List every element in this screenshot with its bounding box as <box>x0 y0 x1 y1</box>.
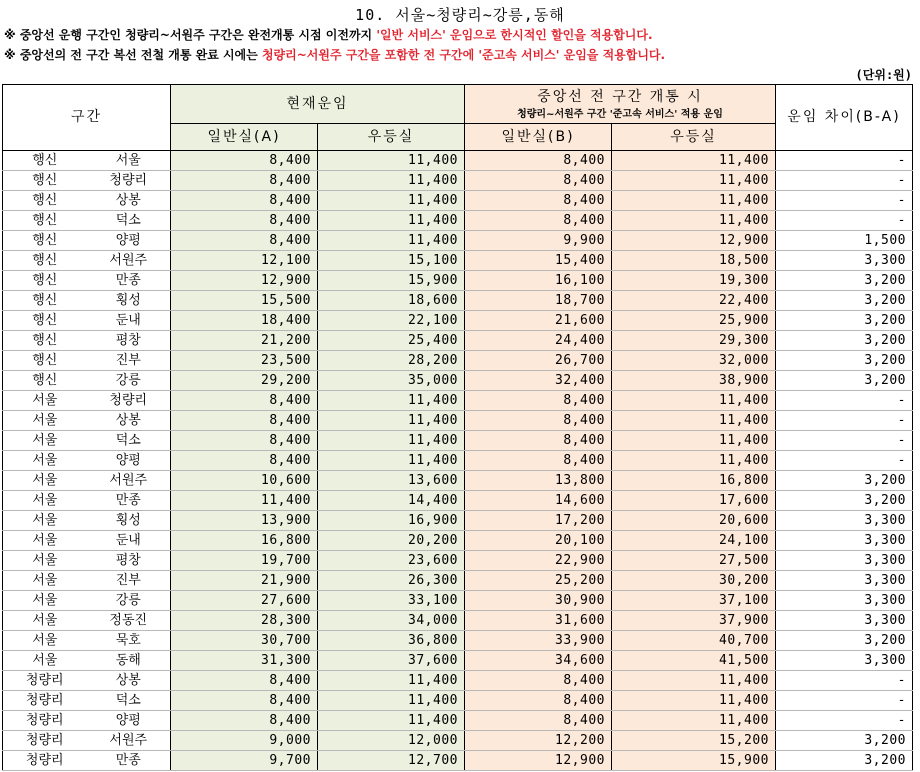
row-to-station: 횡성 <box>87 291 171 311</box>
row-general-a: 8,400 <box>171 151 318 171</box>
table-row <box>3 451 913 471</box>
row-general-a: 21,200 <box>171 331 318 351</box>
row-first-a: 23,600 <box>318 551 465 571</box>
table-row <box>3 631 913 651</box>
row-from-station: 행신 <box>3 291 87 311</box>
header-first-a <box>318 124 465 151</box>
row-general-a: 15,500 <box>171 291 318 311</box>
row-general-a: 16,800 <box>171 531 318 551</box>
row-to-station: 강릉 <box>87 591 171 611</box>
table-row <box>3 711 913 731</box>
row-general-a: 8,400 <box>171 211 318 231</box>
header-general-b-label: 일반실(B) <box>501 128 575 145</box>
row-from-station: 서울 <box>3 431 87 451</box>
row-general-a: 28,300 <box>171 611 318 631</box>
table-row <box>3 411 913 431</box>
row-to-station: 진부 <box>87 351 171 371</box>
table-row <box>3 731 913 751</box>
row-first-a: 37,600 <box>318 651 465 671</box>
row-to-station: 서울 <box>87 151 171 171</box>
row-diff: - <box>776 191 913 211</box>
table-row <box>3 171 913 191</box>
table-row <box>3 491 913 511</box>
row-to-station: 청량리 <box>87 171 171 191</box>
header-general-a <box>171 124 318 151</box>
row-from-station: 행신 <box>3 251 87 271</box>
table-row <box>3 431 913 451</box>
table-row <box>3 651 913 671</box>
row-to-station: 강릉 <box>87 371 171 391</box>
row-to-station: 만종 <box>87 491 171 511</box>
table-row <box>3 751 913 771</box>
row-from-station: 서울 <box>3 571 87 591</box>
row-to-station: 덕소 <box>87 211 171 231</box>
row-general-a: 27,600 <box>171 591 318 611</box>
header-current <box>171 85 465 124</box>
row-general-a: 8,400 <box>171 431 318 451</box>
row-first-a: 11,400 <box>318 711 465 731</box>
table-row <box>3 371 913 391</box>
header-future <box>465 85 776 124</box>
row-diff: 3,300 <box>776 651 913 671</box>
row-general-b: 24,400 <box>465 331 612 351</box>
note-1-text: ※ 중앙선 운행 구간인 청량리~서원주 구간은 완전개통 시점 이전까지 <box>4 28 377 42</box>
row-from-station: 서울 <box>3 411 87 431</box>
row-general-b: 8,400 <box>465 151 612 171</box>
row-first-a: 26,300 <box>318 571 465 591</box>
table-row <box>3 311 913 331</box>
row-diff: - <box>776 451 913 471</box>
row-first-a: 13,600 <box>318 471 465 491</box>
row-first-b: 18,500 <box>612 251 776 271</box>
row-first-b: 19,300 <box>612 271 776 291</box>
row-first-b: 41,500 <box>612 651 776 671</box>
row-to-station: 둔내 <box>87 531 171 551</box>
row-first-b: 11,400 <box>612 711 776 731</box>
row-from-station: 서울 <box>3 551 87 571</box>
row-first-b: 16,800 <box>612 471 776 491</box>
header-diff <box>776 85 913 151</box>
row-to-station: 동해 <box>87 651 171 671</box>
row-from-station: 행신 <box>3 151 87 171</box>
row-from-station: 서울 <box>3 651 87 671</box>
row-to-station: 양평 <box>87 451 171 471</box>
table-row <box>3 231 913 251</box>
row-general-a: 11,400 <box>171 491 318 511</box>
row-to-station: 상봉 <box>87 671 171 691</box>
row-first-b: 29,300 <box>612 331 776 351</box>
row-first-b: 11,400 <box>612 451 776 471</box>
row-general-b: 21,600 <box>465 311 612 331</box>
table-row <box>3 271 913 291</box>
note-1-highlight: '일반 서비스' 운임으로 한시적인 할인을 적용합니다. <box>376 28 653 42</box>
row-diff: 3,200 <box>776 491 913 511</box>
row-diff: 3,200 <box>776 291 913 311</box>
table-row <box>3 531 913 551</box>
row-first-a: 12,000 <box>318 731 465 751</box>
row-to-station: 평창 <box>87 551 171 571</box>
row-to-station: 횡성 <box>87 511 171 531</box>
row-general-b: 33,900 <box>465 631 612 651</box>
header-first-b <box>612 124 776 151</box>
unit-label: (단위:원) <box>855 68 912 82</box>
row-general-a: 19,700 <box>171 551 318 571</box>
row-first-a: 36,800 <box>318 631 465 651</box>
row-diff: 3,200 <box>776 311 913 331</box>
row-from-station: 행신 <box>3 191 87 211</box>
row-general-a: 12,100 <box>171 251 318 271</box>
row-first-a: 11,400 <box>318 451 465 471</box>
table-row <box>3 251 913 271</box>
row-from-station: 서울 <box>3 391 87 411</box>
row-diff: - <box>776 151 913 171</box>
row-general-b: 16,100 <box>465 271 612 291</box>
row-from-station: 행신 <box>3 231 87 251</box>
row-general-a: 23,500 <box>171 351 318 371</box>
row-first-a: 33,100 <box>318 591 465 611</box>
row-diff: 3,200 <box>776 631 913 651</box>
row-general-a: 21,900 <box>171 571 318 591</box>
row-first-b: 11,400 <box>612 431 776 451</box>
row-general-a: 8,400 <box>171 671 318 691</box>
row-to-station: 서원주 <box>87 471 171 491</box>
row-to-station: 정동진 <box>87 611 171 631</box>
row-general-b: 31,600 <box>465 611 612 631</box>
row-first-a: 11,400 <box>318 191 465 211</box>
row-first-a: 11,400 <box>318 431 465 451</box>
row-general-b: 8,400 <box>465 191 612 211</box>
row-first-b: 11,400 <box>612 391 776 411</box>
row-first-b: 15,200 <box>612 731 776 751</box>
row-from-station: 행신 <box>3 331 87 351</box>
row-from-station: 청량리 <box>3 691 87 711</box>
header-diff-label: 운임 차이(B-A) <box>787 109 901 125</box>
row-general-b: 22,900 <box>465 551 612 571</box>
row-to-station: 상봉 <box>87 411 171 431</box>
row-to-station: 덕소 <box>87 691 171 711</box>
row-diff: - <box>776 391 913 411</box>
row-general-b: 8,400 <box>465 391 612 411</box>
row-general-b: 8,400 <box>465 431 612 451</box>
header-first-b-label: 우등실 <box>670 128 717 145</box>
row-from-station: 서울 <box>3 591 87 611</box>
row-general-a: 8,400 <box>171 691 318 711</box>
row-general-b: 30,900 <box>465 591 612 611</box>
row-from-station: 서울 <box>3 631 87 651</box>
row-first-a: 11,400 <box>318 411 465 431</box>
row-first-a: 11,400 <box>318 671 465 691</box>
row-general-b: 26,700 <box>465 351 612 371</box>
row-first-b: 25,900 <box>612 311 776 331</box>
row-diff: 3,300 <box>776 591 913 611</box>
table-row <box>3 391 913 411</box>
row-general-b: 13,800 <box>465 471 612 491</box>
table-row <box>3 611 913 631</box>
row-general-a: 12,900 <box>171 271 318 291</box>
row-to-station: 서원주 <box>87 251 171 271</box>
row-first-a: 11,400 <box>318 231 465 251</box>
row-first-a: 28,200 <box>318 351 465 371</box>
table-row <box>3 191 913 211</box>
row-first-b: 32,000 <box>612 351 776 371</box>
table-row <box>3 471 913 491</box>
row-first-a: 25,400 <box>318 331 465 351</box>
row-from-station: 행신 <box>3 371 87 391</box>
row-first-b: 17,600 <box>612 491 776 511</box>
row-from-station: 서울 <box>3 511 87 531</box>
row-diff: 3,200 <box>776 331 913 351</box>
table-row <box>3 571 913 591</box>
row-diff: 3,200 <box>776 351 913 371</box>
row-first-b: 15,900 <box>612 751 776 771</box>
row-from-station: 청량리 <box>3 731 87 751</box>
row-first-a: 18,600 <box>318 291 465 311</box>
row-diff: - <box>776 691 913 711</box>
row-first-b: 11,400 <box>612 691 776 711</box>
row-general-a: 10,600 <box>171 471 318 491</box>
row-general-b: 8,400 <box>465 211 612 231</box>
row-to-station: 양평 <box>87 711 171 731</box>
row-first-a: 20,200 <box>318 531 465 551</box>
row-first-a: 14,400 <box>318 491 465 511</box>
row-from-station: 청량리 <box>3 711 87 731</box>
row-first-a: 16,900 <box>318 511 465 531</box>
row-general-b: 9,900 <box>465 231 612 251</box>
row-first-b: 27,500 <box>612 551 776 571</box>
row-diff: 3,300 <box>776 511 913 531</box>
row-diff: 3,200 <box>776 271 913 291</box>
row-diff: - <box>776 671 913 691</box>
row-general-b: 12,200 <box>465 731 612 751</box>
row-first-b: 11,400 <box>612 171 776 191</box>
table-row <box>3 511 913 531</box>
row-from-station: 행신 <box>3 271 87 291</box>
row-to-station: 상봉 <box>87 191 171 211</box>
row-diff: - <box>776 411 913 431</box>
row-general-b: 8,400 <box>465 451 612 471</box>
row-to-station: 청량리 <box>87 391 171 411</box>
row-first-a: 11,400 <box>318 171 465 191</box>
row-from-station: 청량리 <box>3 671 87 691</box>
row-general-a: 8,400 <box>171 711 318 731</box>
header-general-b <box>465 124 612 151</box>
row-general-b: 32,400 <box>465 371 612 391</box>
row-diff: 3,200 <box>776 471 913 491</box>
row-from-station: 행신 <box>3 351 87 371</box>
row-to-station: 묵호 <box>87 631 171 651</box>
row-from-station: 서울 <box>3 531 87 551</box>
row-first-a: 12,700 <box>318 751 465 771</box>
fare-table <box>2 84 913 771</box>
row-general-a: 9,700 <box>171 751 318 771</box>
row-general-a: 13,900 <box>171 511 318 531</box>
row-from-station: 서울 <box>3 471 87 491</box>
row-diff: 3,200 <box>776 371 913 391</box>
row-first-b: 11,400 <box>612 211 776 231</box>
row-to-station: 둔내 <box>87 311 171 331</box>
row-general-b: 18,700 <box>465 291 612 311</box>
row-first-a: 15,100 <box>318 251 465 271</box>
row-to-station: 평창 <box>87 331 171 351</box>
row-diff: 1,500 <box>776 231 913 251</box>
row-general-b: 15,400 <box>465 251 612 271</box>
row-from-station: 청량리 <box>3 751 87 771</box>
fare-table-body <box>3 151 913 771</box>
table-row <box>3 291 913 311</box>
table-row <box>3 671 913 691</box>
row-general-a: 29,200 <box>171 371 318 391</box>
row-diff: 3,200 <box>776 731 913 751</box>
row-general-b: 8,400 <box>465 671 612 691</box>
row-first-b: 37,100 <box>612 591 776 611</box>
row-from-station: 서울 <box>3 611 87 631</box>
row-general-b: 8,400 <box>465 171 612 191</box>
table-row <box>3 691 913 711</box>
header-future-line2: 청량리~서원주 구간 '준고속 서비스' 적용 운임 <box>517 108 723 120</box>
row-general-a: 9,000 <box>171 731 318 751</box>
note-2 <box>4 46 665 64</box>
row-first-b: 30,200 <box>612 571 776 591</box>
row-general-a: 30,700 <box>171 631 318 651</box>
row-first-b: 38,900 <box>612 371 776 391</box>
row-general-a: 8,400 <box>171 411 318 431</box>
row-general-a: 8,400 <box>171 391 318 411</box>
note-2-highlight: 청량리~서원주 구간을 포함한 전 구간에 '준고속 서비스' 운임을 적용합니다. <box>261 48 666 62</box>
note-1 <box>4 26 653 44</box>
header-general-a-label: 일반실(A) <box>207 128 281 145</box>
row-general-a: 8,400 <box>171 171 318 191</box>
row-general-a: 31,300 <box>171 651 318 671</box>
table-row <box>3 211 913 231</box>
row-first-a: 15,900 <box>318 271 465 291</box>
row-first-b: 24,100 <box>612 531 776 551</box>
header-section <box>3 85 171 151</box>
header-section-label: 구간 <box>70 109 103 125</box>
row-diff: 3,300 <box>776 251 913 271</box>
row-first-b: 40,700 <box>612 631 776 651</box>
row-general-b: 17,200 <box>465 511 612 531</box>
row-from-station: 서울 <box>3 451 87 471</box>
row-diff: - <box>776 171 913 191</box>
row-general-a: 8,400 <box>171 451 318 471</box>
row-first-a: 11,400 <box>318 211 465 231</box>
row-diff: - <box>776 431 913 451</box>
row-from-station: 행신 <box>3 211 87 231</box>
row-from-station: 행신 <box>3 171 87 191</box>
note-2-text: ※ 중앙선의 전 구간 복선 전철 개통 완료 시에는 <box>4 48 262 62</box>
row-general-b: 8,400 <box>465 691 612 711</box>
table-row <box>3 551 913 571</box>
row-general-b: 8,400 <box>465 411 612 431</box>
row-to-station: 양평 <box>87 231 171 251</box>
row-diff: 3,200 <box>776 751 913 771</box>
row-diff: 3,300 <box>776 531 913 551</box>
row-first-b: 22,400 <box>612 291 776 311</box>
row-first-a: 35,000 <box>318 371 465 391</box>
row-to-station: 만종 <box>87 751 171 771</box>
row-general-b: 25,200 <box>465 571 612 591</box>
header-future-line1: 중앙선 전 구간 개통 시 <box>537 88 703 105</box>
row-first-a: 11,400 <box>318 391 465 411</box>
table-row <box>3 331 913 351</box>
row-first-b: 11,400 <box>612 671 776 691</box>
row-from-station: 행신 <box>3 311 87 331</box>
row-first-b: 11,400 <box>612 191 776 211</box>
header-current-label: 현재운임 <box>286 95 349 112</box>
row-first-a: 22,100 <box>318 311 465 331</box>
row-first-a: 11,400 <box>318 691 465 711</box>
row-first-a: 11,400 <box>318 151 465 171</box>
row-first-a: 34,000 <box>318 611 465 631</box>
row-to-station: 서원주 <box>87 731 171 751</box>
table-row <box>3 351 913 371</box>
row-general-a: 18,400 <box>171 311 318 331</box>
row-general-b: 8,400 <box>465 711 612 731</box>
table-row <box>3 591 913 611</box>
row-first-b: 12,900 <box>612 231 776 251</box>
row-general-b: 12,900 <box>465 751 612 771</box>
row-diff: 3,300 <box>776 571 913 591</box>
row-general-b: 14,600 <box>465 491 612 511</box>
row-general-a: 8,400 <box>171 191 318 211</box>
row-general-b: 20,100 <box>465 531 612 551</box>
row-general-a: 8,400 <box>171 231 318 251</box>
row-to-station: 진부 <box>87 571 171 591</box>
row-general-b: 34,600 <box>465 651 612 671</box>
row-diff: 3,300 <box>776 611 913 631</box>
sheet-title: 10. 서울~청량리~강릉,동해 <box>355 6 565 24</box>
row-first-b: 20,600 <box>612 511 776 531</box>
header-first-a-label: 우등실 <box>367 128 415 145</box>
row-first-b: 11,400 <box>612 151 776 171</box>
row-to-station: 덕소 <box>87 431 171 451</box>
row-from-station: 서울 <box>3 491 87 511</box>
row-diff: - <box>776 711 913 731</box>
row-diff: - <box>776 211 913 231</box>
row-first-b: 37,900 <box>612 611 776 631</box>
row-diff: 3,300 <box>776 551 913 571</box>
row-first-b: 11,400 <box>612 411 776 431</box>
table-row <box>3 151 913 171</box>
row-to-station: 만종 <box>87 271 171 291</box>
